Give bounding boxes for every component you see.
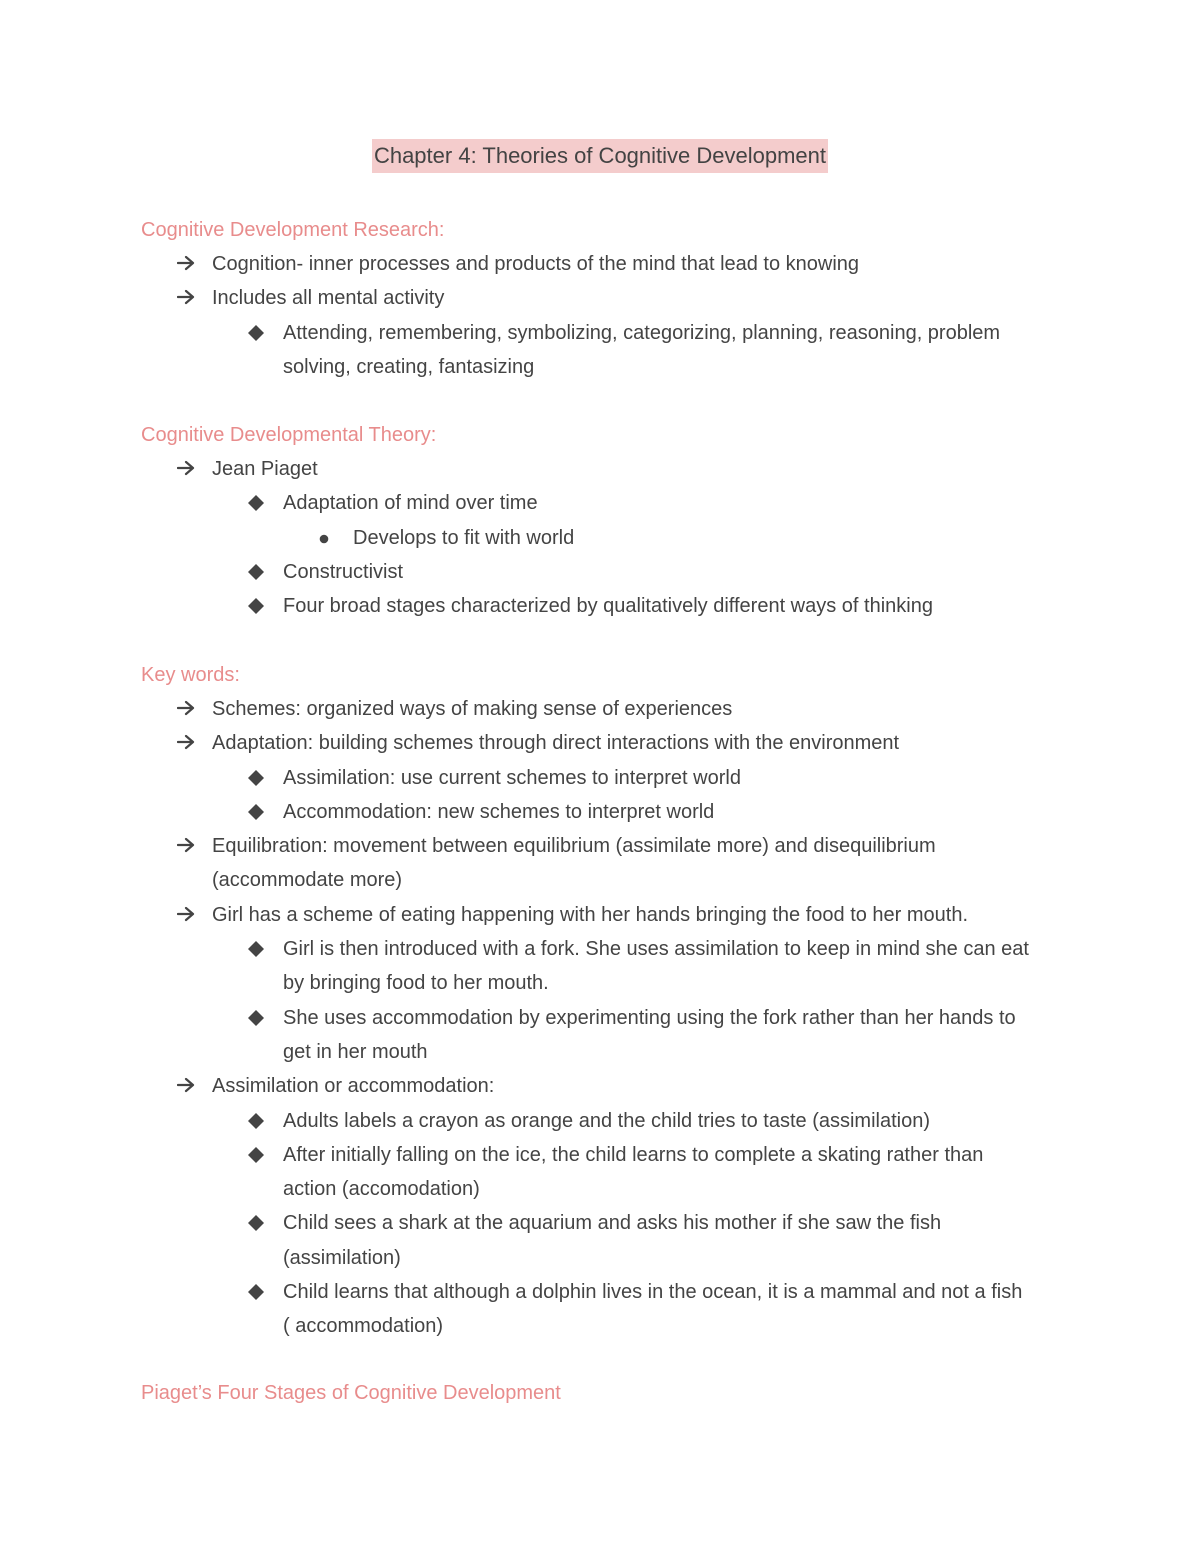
diamond-bullet-icon: [248, 589, 274, 614]
list-item: [141, 932, 1081, 966]
list-item-text: get in her mouth: [283, 1040, 428, 1063]
list-item-text: Constructivist: [283, 560, 404, 583]
list-item-text: Assimilation: use current schemes to interpret world: [283, 766, 741, 789]
section-heading: Cognitive Developmental Theory:: [141, 424, 437, 446]
list-item: [141, 1275, 1081, 1309]
diamond-bullet-icon: [248, 316, 274, 341]
section-cognitive-development-research: [141, 213, 1081, 384]
list-item: [141, 966, 1081, 1000]
page-title: Chapter 4: Theories of Cognitive Development: [372, 139, 828, 173]
list-item: [141, 247, 1081, 281]
arrow-right-icon: [177, 1069, 203, 1103]
list-item-text: Equilibration: movement between equilibrium (assimilate more) and disequilibrium: [212, 835, 936, 858]
section-key-words: [141, 658, 1081, 1344]
diamond-bullet-icon: [248, 761, 274, 786]
diamond-bullet-icon: [248, 795, 274, 820]
section-piaget-four-stages: [141, 1376, 1081, 1410]
diamond-bullet-icon: [248, 1138, 274, 1163]
list-item: [141, 1206, 1081, 1240]
list-item: [141, 1309, 1081, 1343]
list-item: [141, 1001, 1081, 1035]
diamond-bullet-icon: [248, 555, 274, 580]
list-item: [141, 829, 1081, 863]
list-item: [141, 863, 1081, 897]
arrow-right-icon: [177, 247, 203, 281]
list-item-text: (accommodate more): [212, 869, 403, 892]
list-item: [141, 1069, 1081, 1103]
arrow-right-icon: [177, 281, 203, 315]
diamond-bullet-icon: [248, 1275, 274, 1300]
list-item: [141, 1104, 1081, 1138]
section-cognitive-developmental-theory: [141, 418, 1081, 623]
list-item-text: ( accommodation): [283, 1315, 444, 1338]
list-item-text: by bringing food to her mouth.: [283, 972, 549, 995]
list-item: [141, 555, 1081, 589]
list-item-text: Adults labels a crayon as orange and the child tries to taste (assimilation): [283, 1109, 931, 1132]
list-item-text: (assimilation): [283, 1246, 401, 1269]
list-item: [141, 726, 1081, 760]
dot-bullet-icon: [319, 521, 345, 544]
arrow-right-icon: [177, 726, 203, 760]
list-item-text: Child sees a shark at the aquarium and asks his mother if she saw the fish: [283, 1212, 942, 1235]
list-item: [141, 795, 1081, 829]
title-container: [0, 139, 1200, 173]
list-item-text: Schemes: organized ways of making sense of experiences: [212, 698, 733, 720]
list-item-text: Attending, remembering, symbolizing, categorizing, planning, reasoning, problem: [283, 321, 1001, 344]
list-item: [141, 1035, 1081, 1069]
list-item: [141, 350, 1081, 384]
list-item: [141, 761, 1081, 795]
diamond-bullet-icon: [248, 486, 274, 511]
list-item-text: Adaptation of mind over time: [283, 492, 538, 515]
list-item-text: Assimilation or accommodation:: [212, 1075, 495, 1098]
list-item: [141, 281, 1081, 315]
list-item-text: Adaptation: building schemes through direct interactions with the environment: [212, 732, 900, 755]
list-item-text: Girl has a scheme of eating happening with her hands bringing the food to her mouth.: [212, 903, 969, 926]
list-item: [141, 486, 1081, 520]
list-item: [141, 316, 1081, 350]
list-item-text: Four broad stages characterized by qualitatively different ways of thinking: [283, 595, 933, 618]
list-item: [141, 1138, 1081, 1172]
diamond-bullet-icon: [248, 932, 274, 957]
diamond-bullet-icon: [248, 1104, 274, 1129]
list-item: [141, 898, 1081, 932]
list-item-text: Jean Piaget: [212, 458, 318, 480]
list-item-text: After initially falling on the ice, the child learns to complete a skating rather than: [283, 1143, 984, 1166]
section-heading: Piaget’s Four Stages of Cognitive Development: [141, 1382, 561, 1404]
list-item: [141, 1172, 1081, 1206]
list-item-text: She uses accommodation by experimenting using the fork rather than her hands to: [283, 1006, 1016, 1029]
list-item-text: Includes all mental activity: [212, 287, 445, 310]
section-heading: Key words:: [141, 664, 240, 686]
list-item: [141, 692, 1081, 726]
list-item: [141, 521, 1081, 555]
section-heading: Cognitive Development Research:: [141, 219, 445, 241]
list-item-text: solving, creating, fantasizing: [283, 355, 535, 378]
list-item-text: Accommodation: new schemes to interpret world: [283, 800, 715, 823]
diamond-bullet-icon: [248, 1206, 274, 1231]
list-item: [141, 589, 1081, 623]
list-item: [141, 452, 1081, 486]
list-item-text: Cognition- inner processes and products of the mind that lead to knowing: [212, 253, 860, 275]
list-item-text: Girl is then introduced with a fork. She uses assimilation to keep in mind she can eat: [283, 938, 1029, 961]
arrow-right-icon: [177, 452, 203, 486]
arrow-right-icon: [177, 692, 203, 726]
list-item-text: action (accomodation): [283, 1178, 480, 1201]
arrow-right-icon: [177, 898, 203, 932]
list-item-text: Develops to fit with world: [353, 526, 575, 549]
arrow-right-icon: [177, 829, 203, 863]
diamond-bullet-icon: [248, 1001, 274, 1026]
list-item: [141, 1241, 1081, 1275]
list-item-text: Child learns that although a dolphin lives in the ocean, it is a mammal and not a fish: [283, 1281, 1023, 1304]
